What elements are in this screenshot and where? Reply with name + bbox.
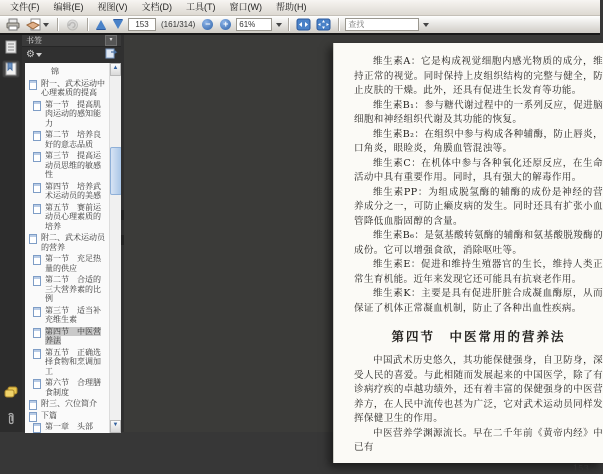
app-body <box>0 33 603 474</box>
paragraph: 维生素B₆：是氨基酸转氨酶的辅酶和氨基酸脱羧酶的成份。它可以增强食欲，消除呕吐等。 <box>354 230 603 256</box>
menu-help[interactable]: 帮助(H) <box>276 2 307 12</box>
bookmark-item[interactable]: 第三节 适当补充维生素 <box>27 305 108 326</box>
zoom-level-input[interactable] <box>236 18 272 31</box>
email-icon <box>27 19 41 31</box>
paragraph: 中医营养学渊源流长。早在二千年前《黄帝内经》中已有 <box>354 427 603 453</box>
bookmarks-panel-tab[interactable] <box>2 60 20 78</box>
page-number-input[interactable] <box>128 18 156 31</box>
paragraph: 维生素E：促进和维持生殖器官的生长，维持人类正常生育机能。近年来发现它还可能具有抗衰老作用。 <box>354 259 603 285</box>
fit-page-icon <box>317 19 330 30</box>
panel-menu-button[interactable]: ▾ <box>105 35 117 46</box>
gear-icon[interactable]: ⚙ <box>26 49 35 60</box>
bookmark-item[interactable]: 第一节 充足热量的供应 <box>27 253 108 274</box>
bookmark-item[interactable]: 第二节 培养良好的意志品质 <box>27 129 108 150</box>
bookmark-item[interactable]: 附一、武术运动中心理素质的提高 <box>27 78 108 99</box>
paragraph: 维生素PP：为组成脱氢酶的辅酶的成份是神经的营养成分之一，可防止癞皮病的发生。同时还具有扩张小血管降低血脂固醇的含量。 <box>354 186 603 227</box>
menu-file[interactable]: 文件(F) <box>10 2 40 12</box>
menu-tools[interactable]: 工具(T) <box>186 2 216 12</box>
zoom-dropdown-arrow-icon[interactable] <box>276 23 282 27</box>
bookmark-page-icon <box>29 400 37 410</box>
next-page-button[interactable] <box>111 17 125 32</box>
bookmark-item[interactable]: 第四节 培养武术运动员的美感 <box>27 181 108 202</box>
email-button[interactable] <box>25 17 51 32</box>
bookmark-page-icon <box>33 349 41 359</box>
bookmark-item[interactable]: 第一节 提高肌肉运动的感知能力 <box>27 99 108 130</box>
arrow-up-icon <box>96 20 106 29</box>
bookmark-item[interactable]: 第六节 合理膳食制度 <box>27 377 108 398</box>
print-button[interactable] <box>4 17 22 32</box>
paragraph: 维生素A：它是构成视觉细胞内感光物质的成分，维持正常的视觉。同时保持上皮组织结构的完整与健全，防止皮肤的干燥。此外，还具有促进生长发育等功能。 <box>354 56 603 96</box>
zoom-in-icon: + <box>220 19 231 30</box>
pages-icon <box>5 40 17 54</box>
bookmarks-icon <box>5 62 17 76</box>
bookmark-page-icon <box>29 234 37 244</box>
paragraph: 维生素B₁：参与糖代谢过程中的一系列反应，促进脑细胞和神经组织代谢及其功能的恢复。 <box>354 99 603 125</box>
paragraph: 维生素B₂：在组织中参与构成各种辅酶，防止唇炎，口角炎，眼睑炎，角膜血管混浊等。 <box>354 128 603 154</box>
print-icon <box>6 19 20 31</box>
bookmark-page-icon <box>33 307 41 317</box>
paragraph: 维生素C：在机体中参与各种氧化还原反应，在生命活动中具有重要作用。同时，具有强大的解毒作用。 <box>354 157 603 183</box>
bookmark-page-icon <box>29 412 37 422</box>
section-heading: 第四节 中医常用的营养法 <box>391 329 566 344</box>
document-page <box>333 43 603 474</box>
bookmark-item[interactable]: 第一章 头部 <box>27 421 108 433</box>
document-view-area[interactable] <box>124 35 603 474</box>
bookmark-item[interactable]: 第五节 赛前运动员心理素质的培养 <box>27 202 108 233</box>
bookmark-item[interactable]: 下篇 <box>27 410 108 422</box>
bookmark-item[interactable]: 第五节 正确选择食物和烹调加工 <box>27 347 108 378</box>
paperclip-icon <box>6 412 16 426</box>
bookmark-item[interactable]: 锦 <box>51 67 59 76</box>
page-number-label: 153 <box>572 463 589 474</box>
menu-view[interactable]: 视图(V) <box>97 2 128 12</box>
panel-title: 书签 <box>26 36 42 45</box>
fit-width-button[interactable] <box>295 17 312 32</box>
navigation-tab-strip <box>0 35 22 432</box>
bookmark-page-icon <box>29 80 37 90</box>
paragraph: 维生素K：主要是具有促进肝脏合成凝血酶原，从而保证了机体正常凝血机制，防止了各种出血性疾病。 <box>354 288 603 314</box>
bookmark-page-icon <box>33 152 41 162</box>
bookmark-item[interactable]: 附二、武术运动员的营养 <box>27 232 108 253</box>
page-count-label: (161/314) <box>161 20 196 29</box>
bookmark-item[interactable]: 第二节 合适的三大营养素的比例 <box>27 274 108 305</box>
menu-document[interactable]: 文档(D) <box>141 2 172 12</box>
options-arrow-icon[interactable] <box>36 53 42 57</box>
bookmark-item[interactable]: 附三、穴位简介 <box>27 398 108 410</box>
find-options-arrow-icon[interactable] <box>423 23 429 27</box>
menu-window[interactable]: 窗口(W) <box>229 2 262 12</box>
toolbar-separator <box>57 18 58 31</box>
bookmark-item[interactable]: 第三节 提高运动员思维的敏感性 <box>27 150 108 181</box>
bookmark-page-icon <box>33 276 41 286</box>
comments-panel-tab[interactable] <box>2 384 20 402</box>
zoom-in-button[interactable] <box>218 17 233 32</box>
scroll-down-button[interactable]: ▼ <box>110 420 121 433</box>
bookmark-page-icon <box>33 204 41 214</box>
previous-page-button[interactable] <box>94 17 108 32</box>
bookmarks-panel-toolbar <box>22 47 121 63</box>
undo-button[interactable] <box>64 17 81 32</box>
arrow-down-icon <box>113 20 123 29</box>
find-input[interactable] <box>345 18 419 31</box>
bookmarks-panel <box>22 35 121 432</box>
strip-bottom-tabs <box>0 384 22 428</box>
bookmarks-tree <box>25 63 121 433</box>
menu-bar <box>0 0 600 16</box>
chevron-down-icon <box>43 23 49 27</box>
zoom-out-button[interactable] <box>200 17 215 32</box>
zoom-out-icon: − <box>202 19 213 30</box>
comments-icon <box>4 387 18 399</box>
bookmark-page-icon <box>33 255 41 265</box>
toolbar <box>0 16 600 34</box>
pages-panel-tab[interactable] <box>2 38 20 56</box>
undo-icon <box>66 19 79 31</box>
fit-page-button[interactable] <box>315 17 332 32</box>
bookmarks-scrollbar[interactable] <box>109 63 121 433</box>
toolbar-separator <box>338 18 339 31</box>
scroll-up-button[interactable]: ▲ <box>110 63 121 76</box>
menu-edit[interactable]: 编辑(E) <box>53 2 84 12</box>
bookmark-page-icon <box>33 328 41 338</box>
bookmark-page-icon <box>33 423 41 433</box>
fit-width-icon <box>297 19 310 30</box>
bookmark-page-icon <box>33 101 41 111</box>
bookmark-page-icon <box>33 131 41 141</box>
attachments-panel-tab[interactable] <box>2 410 20 428</box>
toolbar-separator <box>288 18 289 31</box>
toolbar-separator <box>87 18 88 31</box>
bookmark-page-icon <box>33 183 41 193</box>
expand-current-bookmark-icon[interactable] <box>105 46 117 64</box>
paragraph: 中国武术历史悠久，其功能保健强身，自卫防身，深受人民的喜爱。与此相随而发展起来的中国医学，除了有诊病疗疾的卓越功绩外，还有着丰富的保健强身的中医营养方，在人民中流传也甚为广泛，它对武术运动员同样发挥保健卫生的作用。 <box>354 355 603 424</box>
bookmark-page-icon <box>33 379 41 389</box>
bookmark-item-selected[interactable]: 第四节 中医营养法 <box>27 326 108 347</box>
